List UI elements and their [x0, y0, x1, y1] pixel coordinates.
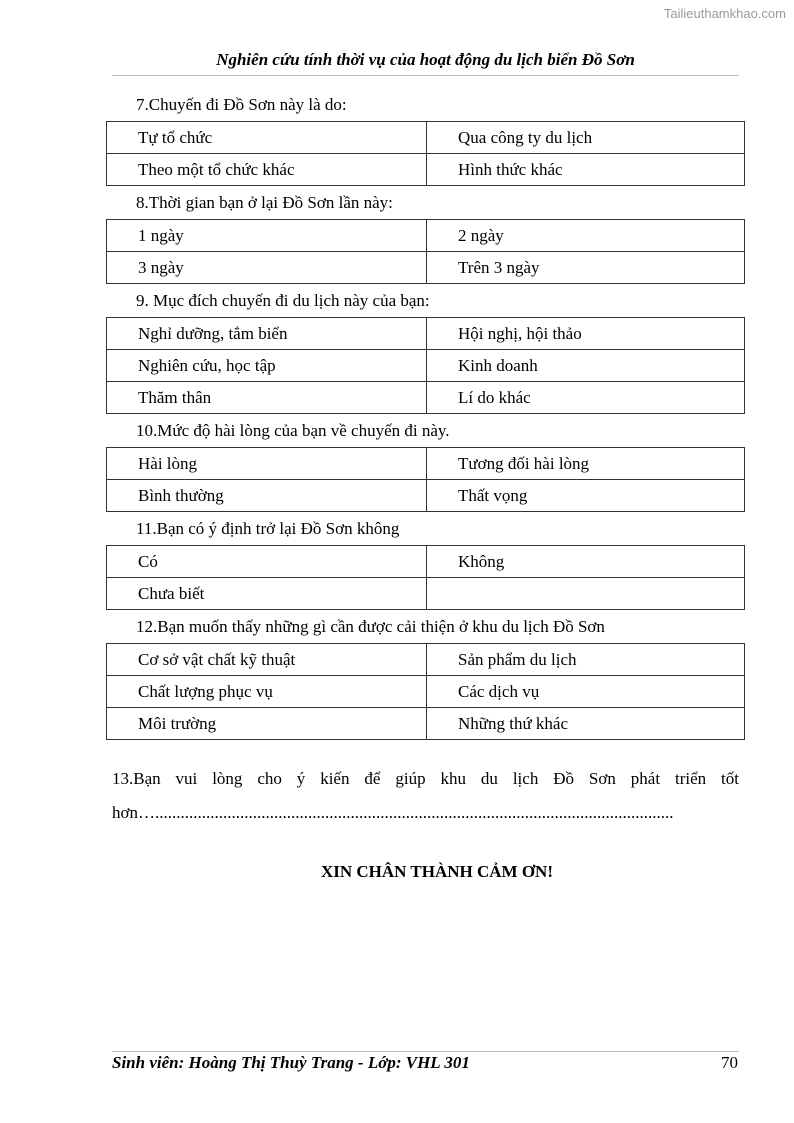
- table-row: [107, 546, 745, 578]
- option-cell: Hội nghị, hội thảo: [427, 318, 745, 350]
- question-12: 12.Bạn muốn thấy những gì cần được cải thiện ở khu du lịch Đồ Sơn: [136, 617, 605, 636]
- question-12-options: [106, 643, 745, 740]
- watermark: Tailieuthamkhao.com: [663, 6, 786, 21]
- table-row: [107, 382, 745, 414]
- table-row: [107, 318, 745, 350]
- question-9: 9. Mục đích chuyến đi du lịch này của bạn:: [136, 291, 430, 310]
- option-cell: Các dịch vụ: [427, 676, 745, 708]
- option-cell: Cơ sở vật chất kỹ thuật: [107, 644, 427, 676]
- option-cell: Lí do khác: [427, 382, 745, 414]
- option-cell: Thăm thân: [107, 382, 427, 414]
- option-cell: Có: [107, 546, 427, 578]
- option-cell: Nghỉ dưỡng, tắm biển: [107, 318, 427, 350]
- table-row: [107, 708, 745, 740]
- table-row: [107, 644, 745, 676]
- table-row: [107, 252, 745, 284]
- table-row: [107, 480, 745, 512]
- option-cell: Thất vọng: [427, 480, 745, 512]
- table-row: [107, 448, 745, 480]
- question-11-options: [106, 545, 745, 610]
- footer-author: Sinh viên: Hoàng Thị Thuỳ Trang - Lớp: VHL 301: [112, 1053, 470, 1072]
- option-cell: Bình thường: [107, 480, 427, 512]
- page-number: 70: [721, 1053, 738, 1072]
- option-cell: Hài lòng: [107, 448, 427, 480]
- option-cell: Tự tổ chức: [107, 122, 427, 154]
- option-cell: Qua công ty du lịch: [427, 122, 745, 154]
- option-cell: 1 ngày: [107, 220, 427, 252]
- question-9-options: [106, 317, 745, 414]
- table-row: [107, 676, 745, 708]
- question-7: 7.Chuyến đi Đồ Sơn này là do:: [136, 95, 347, 114]
- question-8-options: [106, 219, 745, 284]
- option-cell: Hình thức khác: [427, 154, 745, 186]
- page-header-title: Nghiên cứu tính thời vụ của hoạt động du lịch biển Đồ Sơn: [216, 50, 635, 69]
- table-row: [107, 220, 745, 252]
- option-cell: Trên 3 ngày: [427, 252, 745, 284]
- header-divider: [112, 75, 739, 76]
- question-8: 8.Thời gian bạn ở lại Đồ Sơn lần này:: [136, 193, 393, 212]
- question-13-line-2: hơn…..........................................................................................................................: [112, 803, 674, 822]
- option-cell: Chưa biết: [107, 578, 427, 610]
- question-10: 10.Mức độ hài lòng của bạn về chuyến đi này.: [136, 421, 450, 440]
- option-cell: Kinh doanh: [427, 350, 745, 382]
- option-cell: Môi trường: [107, 708, 427, 740]
- question-7-options: [106, 121, 745, 186]
- option-cell: Theo một tổ chức khác: [107, 154, 427, 186]
- option-cell: Không: [427, 546, 745, 578]
- question-10-options: [106, 447, 745, 512]
- table-row: [107, 578, 745, 610]
- footer-divider: [112, 1051, 739, 1052]
- table-row: [107, 122, 745, 154]
- question-13-line-1: 13.Bạn vui lòng cho ý kiến để giúp khu du lịch Đồ Sơn phát triển tốt: [112, 769, 739, 788]
- thank-you-message: XIN CHÂN THÀNH CẢM ƠN!: [320, 862, 553, 881]
- option-cell: Sản phẩm du lịch: [427, 644, 745, 676]
- option-cell: 3 ngày: [107, 252, 427, 284]
- option-cell: Nghiên cứu, học tập: [107, 350, 427, 382]
- option-cell: Chất lượng phục vụ: [107, 676, 427, 708]
- table-row: [107, 154, 745, 186]
- survey-content: [0, 88, 794, 740]
- option-cell: [427, 578, 745, 610]
- question-11: 11.Bạn có ý định trở lại Đồ Sơn không: [136, 519, 400, 538]
- option-cell: Tương đối hài lòng: [427, 448, 745, 480]
- option-cell: Những thứ khác: [427, 708, 745, 740]
- option-cell: 2 ngày: [427, 220, 745, 252]
- table-row: [107, 350, 745, 382]
